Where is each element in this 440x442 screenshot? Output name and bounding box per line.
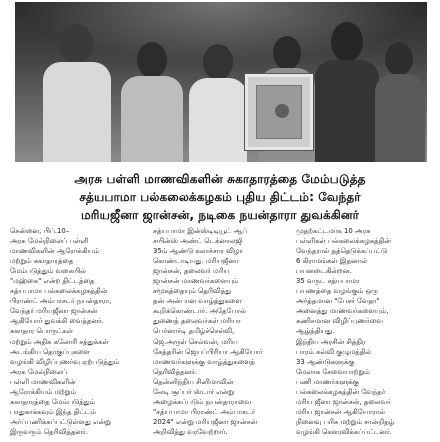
article-line: மாணவிகளின் ஆரோக்கியம்	[10, 247, 99, 256]
article-line: அறிவித்து வரவேற்றார்.	[153, 427, 228, 436]
article-line: பயணத்தை வழங்கும் ஒரு	[296, 287, 378, 296]
article-line: தெரிவித்தனர்.	[153, 367, 198, 376]
article-line: வேந்தர் மரியஜீனா ஜான்சன்	[10, 307, 98, 316]
article-line: மரிய ஜான்சன் ஆகியோரால்	[296, 407, 385, 416]
article-line: வழங்கி விழிப்புணர்வு ஏற்படுத்தும்	[10, 357, 120, 366]
article-line: 33 ஆண்டுகளுக்கு	[296, 357, 355, 366]
article-line: அரசு மேல்நிலைப்	[10, 367, 68, 376]
article-line: மரிய ஜீனா ஜான்சன், தலைவர்	[296, 397, 391, 406]
article-line: சத்யபாமா இன்ஸ்டிடியூட் ஆப்	[153, 227, 248, 235]
article-line: 2024" என்று மரியஜீனா ஜான்சன்	[153, 417, 258, 426]
article-line: 35ம் ஆண்டு கலாச்சார விழா	[153, 247, 244, 256]
article-line: 35 வருட சத்யபாமா	[296, 277, 360, 286]
article-line: லேடி சூப்பர் ஸ்டார் என்று	[153, 387, 235, 396]
article-line: அழைக்கப்படும் நயன்தாராவை	[153, 397, 252, 406]
article-line: இருவரும் தெரிவித்தனர்.	[10, 427, 88, 436]
article-column-1	[10, 226, 146, 437]
person-man-left	[37, 2, 117, 162]
article-line: சுகாதார பொருட்கள்	[10, 327, 73, 336]
article-line: கணிசமான விழிப்புணர்வை	[296, 317, 383, 326]
article-line: ஜெ.அருள் செல்வன், மரிய	[153, 337, 238, 346]
article-line: வேந்தரால் தத்தெடுக்கப்பட்டு	[296, 247, 388, 256]
headline-line: மரியஜீனா ஜான்சன், நடிகை நயன்தாரா துவக்கினர்	[80, 208, 360, 222]
article-line: ஆகியோர் துவக்கி வைத்தனர்.	[10, 317, 104, 326]
article-line: பயனடைகின்றன.	[296, 267, 352, 276]
article-line: 6 கிராமங்கள் இதனால்	[296, 257, 367, 266]
article-column-3	[296, 226, 432, 437]
article-line: பணி மாணர்களுக்கு	[296, 377, 359, 386]
article-line: பள்ளி மாணவிகளின்	[10, 377, 76, 386]
article-line: அர்ப்பணிக்கப்பட்டுள்ளது என்று	[10, 417, 111, 426]
article-line: ஜான்சன், தலைவர் மரிய	[153, 267, 230, 276]
headline-line: சத்யபாமா பல்கலைக்கழகம் புதிய திட்டம்: வேந்தர்	[79, 190, 361, 204]
article-line: தென்னிந்திய சினிமாவின்	[153, 377, 234, 386]
award-frame	[245, 74, 313, 150]
person-woman-second	[113, 2, 191, 162]
article-line: அர்த்தமான "பேசர் வேதா"	[296, 297, 380, 306]
article-line: முதற்கட்டமாக 10 அரசு	[296, 227, 371, 235]
article-line: மற்றும் அதிக கலோரி சத்துக்கள்	[10, 337, 109, 346]
article-line: மேலாக சேவையாற்றும்	[296, 367, 370, 376]
article-line: சயின்ஸ் அண்ட் டெக்னாலஜி	[153, 237, 243, 246]
article-line: துணைத் தலைவர்கள் மரியா	[153, 317, 241, 326]
article-line: ஆழ்த்தியது.	[296, 327, 335, 336]
article-line: பாரம் கல்வி குழுமத்தில்	[296, 347, 372, 356]
article-line: பெர்னார்டி தமிழ்ச்செல்வி,	[153, 327, 235, 336]
article-line: மேம்படுத்தும் வகையில்	[10, 267, 86, 276]
headline-line: அரசு பள்ளி மாணவிகளின் சுகாதாரத்தை மேம்படுத்த	[74, 172, 366, 186]
article-line: சமூகத்தையும் தெரிவித்து	[153, 287, 232, 296]
article-line: ஜான்சன் மாணவர்களையும்	[153, 277, 239, 286]
article-line: கூறிக்கொண்டார். அதேபோல்	[153, 307, 246, 316]
person-woman-center	[183, 2, 253, 162]
article-line: அரசு மேல்நிலைப் பள்ளி	[10, 237, 89, 246]
article-line: சுகாதாரத்தை மேம்படுத்தும்	[10, 397, 96, 406]
article-line: கேத்தரின் ஜெயப்பிரியா ஆகியோர்	[153, 347, 263, 356]
article-line: அனைத்து மாணவர்களையும்,	[296, 307, 389, 316]
article-line: மாணவர்களுக்கு வாழ்த்துகளைத்	[153, 357, 255, 366]
article-line: பிராண்ட் அம்பாசடர் நயன்தாரா,	[10, 297, 112, 306]
article-line: ஆரோக்கியம் மற்றும்	[10, 387, 77, 396]
article-line: "மஹ்கை" என்ற திட்டத்தை	[10, 277, 95, 286]
news-photo	[15, 2, 427, 162]
article-line: பல்கலைக்கழகத்தின் வேந்தர்	[296, 387, 386, 396]
article-line: "சத்யபாமா பிராண்ட் அம்பாசடர்	[153, 407, 256, 416]
article-line: பள்ளிகள் பல்கலைக்கழகத்தின்	[296, 237, 391, 246]
person-woman-right	[371, 2, 427, 162]
article-line: நினைவு பரிசு மற்றும் சான்றிதழ்	[296, 417, 395, 426]
article-line: கொண்டாடியது. மரியஜீனா	[153, 257, 239, 266]
article-line: வழங்கி கௌரவிக்கப்பட்டனர்.	[296, 427, 392, 436]
article-line: சென்னை, பிப்.10–	[10, 227, 70, 235]
article-line: இந்திய அரசின் சித்திர	[296, 337, 366, 346]
headline	[8, 170, 432, 224]
article-column-2	[153, 226, 289, 437]
article-line: சத்யபாமா பல்கலைக்கழகத்தின்	[10, 287, 108, 296]
article-line: அடங்கிய தொகுப்புகளை	[10, 347, 90, 356]
article-line: தன் அன்பான வாழ்த்துகளை	[153, 297, 242, 306]
article-line: மற்றும் சுகாதாரத்தை	[10, 257, 74, 266]
article-line: பாதுகாக்கவும் இந்த திட்டம்	[10, 407, 96, 416]
